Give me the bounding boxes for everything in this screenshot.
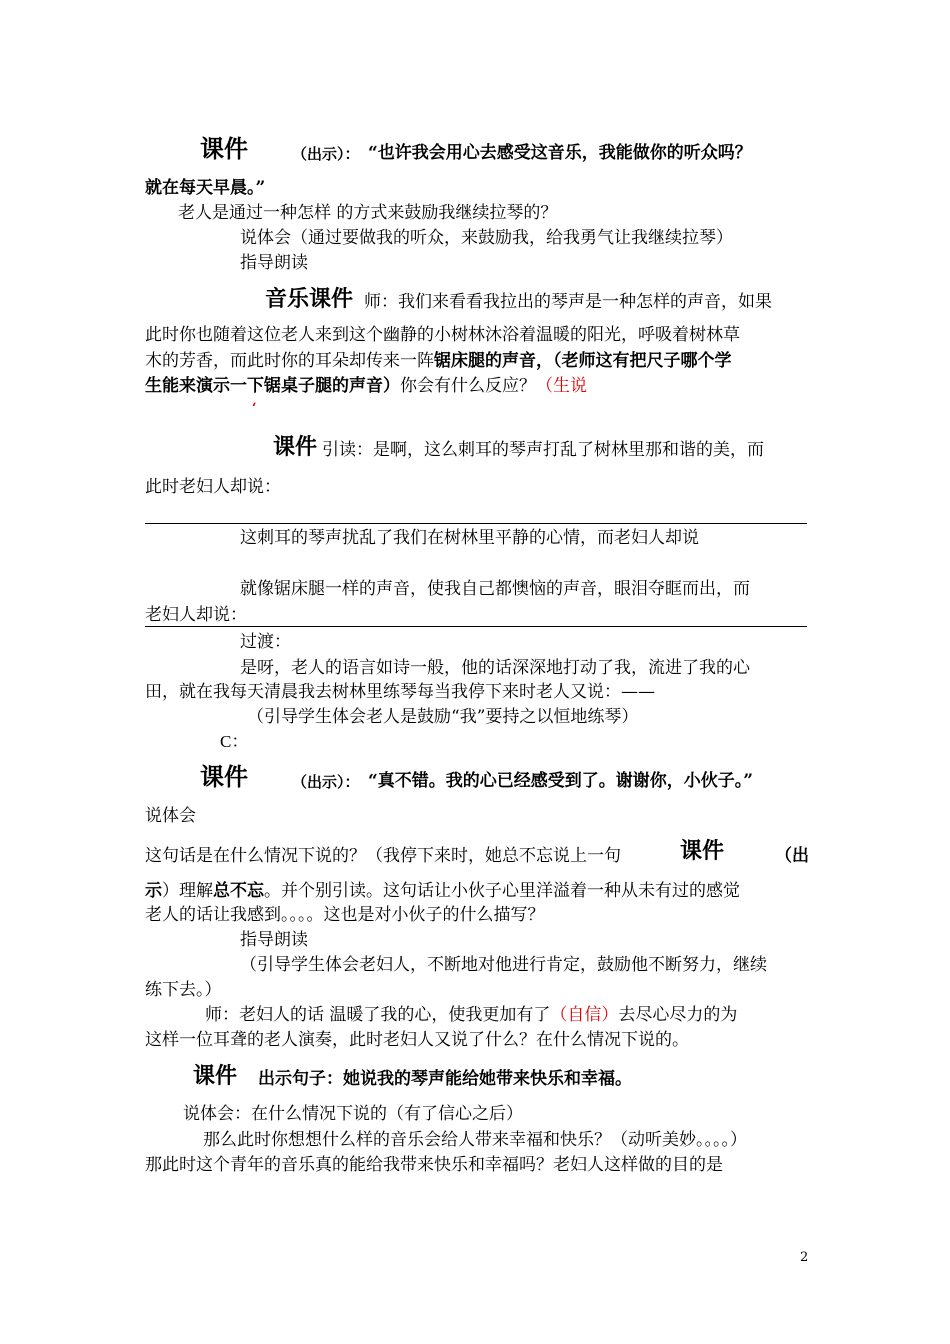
divider (145, 626, 807, 627)
quote-continuation: 就在每天早晨。” (145, 178, 266, 198)
answer-line: 说体会（通过要做我的听众，来鼓励我，给我勇气让我继续拉琴） (240, 228, 733, 248)
courseware-heading: 课件 (200, 763, 248, 791)
paragraph-line: ）理解 (162, 881, 213, 901)
paragraph-line: 此时老妇人却说： (145, 477, 281, 497)
transition-label: 过渡： (240, 632, 291, 652)
show-label: （出示）： (292, 145, 360, 163)
page-number: 2 (800, 1250, 809, 1265)
quote-line: 这刺耳的琴声扰乱了我们在树林里平静的心情，而老妇人却说 (240, 528, 699, 548)
paragraph-line: 老人的话让我感到。。。。这也是对小伙子的什么描写？ (145, 905, 545, 925)
guide-note: （引导学生体会老人是鼓励“我”要持之以恒地练琴） (247, 707, 639, 727)
reading-guide: 指导朗读 (240, 253, 308, 273)
bold-phrase: 总不忘 (213, 881, 264, 901)
paragraph-line: 是呀，老人的语言如诗一般，他的话深深地打动了我，流进了我的心 (240, 658, 750, 678)
paragraph-line: 去尽心尽力的为 (618, 1005, 738, 1025)
music-courseware-heading: 音乐课件 (265, 287, 354, 312)
paragraph-line: 那此时这个青年的音乐真的能给我带来快乐和幸福吗？老妇人这样做的目的是 (145, 1155, 723, 1175)
teacher-text: 师：我们来看看我拉出的琴声是一种怎样的声音，如果 (364, 292, 772, 312)
guide-note: （引导学生体会老妇人，不断地对他进行肯定，鼓励他不断努力，继续 (240, 955, 767, 975)
courseware-heading: 课件 (200, 135, 248, 163)
show-label: 示 (145, 881, 162, 901)
divider (145, 523, 807, 524)
bold-phrase: 生能来演示一下锯桌子腿的声音） (145, 376, 400, 396)
red-mark: ‘ (252, 401, 257, 416)
paragraph-line: 练下去。） (145, 980, 222, 1000)
paragraph-line: 木的芳香，而此时你的耳朵却传来一阵 (145, 351, 434, 371)
show-label: （出示）： (292, 773, 360, 791)
paragraph-line: 说体会：在什么情况下说的（有了信心之后） (183, 1104, 523, 1124)
paragraph-line: 你会有什么反应？ (400, 376, 536, 396)
paragraph-line: 那么此时你想想什么样的音乐会给人带来幸福和快乐？（动听美妙。。。。） (203, 1130, 747, 1150)
quote-line: 就像锯床腿一样的声音，使我自己都懊恼的声音，眼泪夺眶而出，而 (240, 579, 750, 599)
paragraph-line: 这样一位耳聋的老人演奏，此时老妇人又说了什么？在什么情况下说的。 (145, 1030, 689, 1050)
quote-line: 老妇人却说： (145, 605, 247, 625)
red-note: （自信） (550, 1005, 619, 1025)
paragraph-line: 师：老妇人的话 温暖了我的心，使我更加有了 (205, 1005, 551, 1025)
paragraph-line: 田，就在我每天清晨我去树林里练琴每当我停下来时老人又说：—— (145, 682, 655, 702)
show-sentence: 出示句子：她说我的琴声能给她带来快乐和幸福。 (258, 1069, 632, 1089)
reading-guide: 指导朗读 (240, 930, 308, 950)
show-label: （出 (775, 846, 809, 866)
quote-text: “也许我会用心去感受这音乐，我能做你的听众吗？ (368, 143, 752, 163)
courseware-heading: 课件 (193, 1064, 238, 1089)
paragraph-line: 说体会 (145, 806, 196, 826)
courseware-heading: 课件 (273, 435, 318, 460)
paragraph-line: 此时你也随着这位老人来到这个幽静的小树林沐浴着温暖的阳光，呼吸着树林草 (145, 325, 740, 345)
quote-text: “真不错。我的心已经感受到了。谢谢你，小伙子。” (368, 771, 754, 791)
red-note: （生说 (536, 376, 587, 396)
bold-phrase: 锯床腿的声音，（老师这有把尺子哪个学 (434, 351, 732, 371)
item-label: C： (220, 732, 249, 751)
lead-reading-text: 引读：是啊，这么刺耳的琴声打乱了树林里那和谐的美，而 (322, 440, 764, 460)
paragraph-line: 这句话是在什么情况下说的？（我停下来时，她总不忘说上一句 (145, 846, 621, 866)
courseware-heading: 课件 (680, 839, 725, 864)
question-line: 老人是通过一种怎样 的方式来鼓励我继续拉琴的？ (178, 203, 558, 223)
paragraph-line: 。并个别引读。这句话让小伙子心里洋溢着一种从未有过的感觉 (264, 881, 740, 901)
